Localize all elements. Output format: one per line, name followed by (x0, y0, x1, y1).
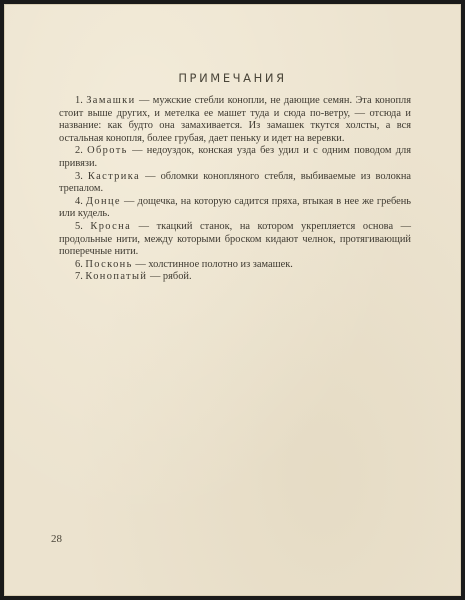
note-definition: — обломки конопляного стебля, выбиваемые из волокна трепалом. (59, 170, 412, 195)
note-number: 7. (75, 271, 86, 283)
note-term: Посконь (85, 258, 133, 270)
note-term: Конопатый (85, 271, 148, 283)
note-term: Донце (85, 195, 121, 207)
note-term: Кросна (90, 220, 132, 232)
note-term: Кастрика (87, 170, 141, 182)
note-number: 2. (75, 145, 88, 157)
book-page (4, 4, 461, 596)
note-number: 5. (75, 220, 91, 232)
note-item (59, 171, 411, 196)
note-definition: — рябой. (147, 271, 192, 283)
page-number: 28 (51, 533, 62, 545)
note-item (59, 196, 411, 221)
note-definition: — мужские стебли конопли, не дающие семян. Эта конопля стоит выше других, и метелка ее машет туда и сюда по-ветру, — отсюда и название: как будто она замахивается. Из замашек ткутся холсты, а вся остальная конопля, более грубая, дает пеньку и идет на веревки. (59, 95, 411, 144)
note-number: 6. (75, 258, 86, 270)
note-item (59, 271, 411, 284)
note-number: 3. (75, 170, 88, 182)
note-definition: — недоуздок, конская узда без удил и с одним поводом для привязи. (59, 145, 411, 169)
note-term: Оброть (87, 145, 128, 157)
note-term: Замашки (86, 95, 136, 106)
note-item (59, 221, 411, 259)
note-number: 1. (75, 95, 87, 106)
note-item (59, 259, 411, 272)
page-title: ПРИМЕЧАНИЯ (178, 71, 287, 85)
notes-list (59, 95, 411, 284)
note-item (59, 145, 411, 170)
note-item (59, 95, 411, 145)
note-definition: — холстинное полотно из замашек. (132, 258, 293, 270)
note-definition: — дощечка, на которую садится пряха, втыкая в нее же гребень или кудель. (59, 195, 412, 220)
note-definition: — ткацкий станок, на котором укрепляется основа — продольные нити, между которыми броском кидают челнок, протягивающий поперечные нити. (59, 220, 412, 258)
note-number: 4. (75, 195, 86, 207)
